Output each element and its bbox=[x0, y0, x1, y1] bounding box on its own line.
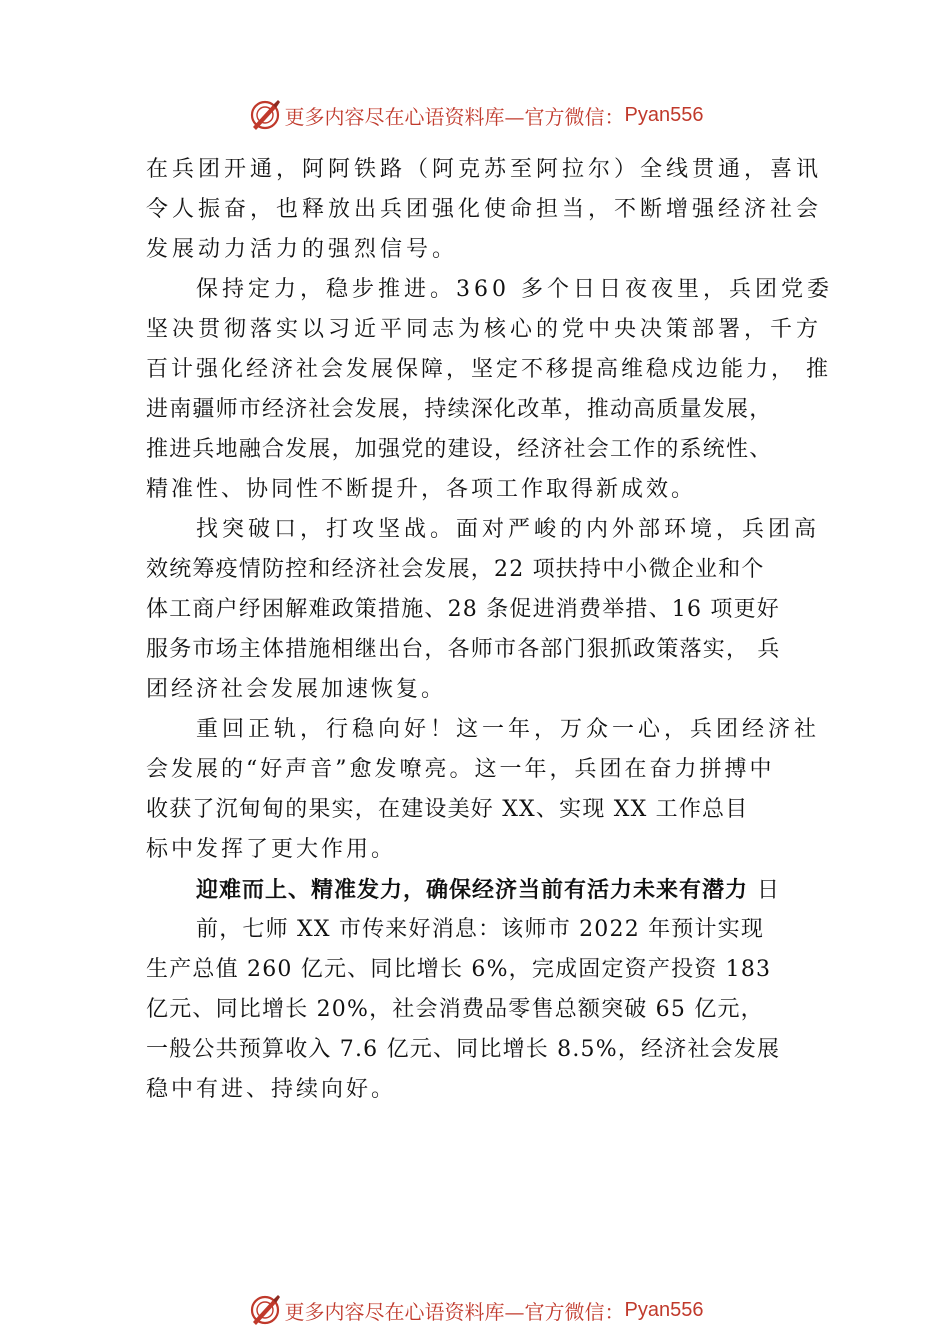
section-heading: 迎难而上、精准发力，确保经济当前有活力未来有潜力 bbox=[196, 877, 749, 903]
text-line: 一般公共预算收入 7.6 亿元、同比增长 8.5%，经济社会发展 bbox=[146, 1037, 781, 1062]
footer-watermark bbox=[0, 1290, 950, 1330]
text-line: 进南疆师市经济社会发展，持续深化改革，推动高质量发展， bbox=[146, 397, 773, 422]
header-watermark bbox=[0, 95, 950, 135]
watermark-text: 更多内容尽在心语资料库—官方微信： bbox=[284, 1299, 625, 1324]
text-line: 精准性、协同性不断提升，各项工作取得新成效。 bbox=[146, 477, 697, 502]
text-line: 百计强化经济社会发展保障，坚定不移提高维稳戍边能力， 推 bbox=[146, 357, 831, 382]
text-line: 坚决贯彻落实以习近平同志为核心的党中央决策部署，千方 bbox=[146, 317, 823, 342]
text-line: 团经济社会发展加速恢复。 bbox=[146, 677, 447, 702]
paragraph-start-line: 重回正轨，行稳向好！这一年，万众一心，兵团经济社 bbox=[196, 717, 821, 742]
text-line: 体工商户纾困解难政策措施、28 条促进消费举措、16 项更好 bbox=[146, 597, 780, 622]
text-line: 收获了沉甸甸的果实，在建设美好 XX、实现 XX 工作总目 bbox=[146, 797, 749, 822]
text-line: 标中发挥了更大作用。 bbox=[146, 837, 397, 862]
text-line: 前，七师 XX 市传来好消息：该师市 2022 年预计实现 bbox=[196, 917, 765, 942]
text-line: 亿元、同比增长 20%，社会消费品零售总额突破 65 亿元， bbox=[146, 997, 764, 1022]
text-line: 生产总值 260 亿元、同比增长 6%，完成固定资产投资 183 bbox=[146, 957, 772, 982]
wechat-id: Pyan556 bbox=[624, 103, 704, 126]
text-line: 令人振奋，也释放出兵团强化使命担当，不断增强经济社会 bbox=[146, 197, 823, 222]
text-line: 稳中有进、持续向好。 bbox=[146, 1077, 397, 1102]
text-line: 在兵团开通，阿阿铁路（阿克苏至阿拉尔）全线贯通，喜讯 bbox=[146, 157, 823, 182]
pen-logo-icon bbox=[247, 97, 283, 133]
text-line: 推进兵地融合发展，加强党的建设，经济社会工作的系统性、 bbox=[146, 437, 773, 462]
watermark-text: 更多内容尽在心语资料库—官方微信： bbox=[284, 104, 625, 129]
heading-tail-text: 日 bbox=[748, 878, 782, 903]
wechat-id: Pyan556 bbox=[624, 1298, 704, 1321]
section-heading-line bbox=[146, 870, 816, 910]
paragraph-start-line: 找突破口，打攻坚战。面对严峻的内外部环境，兵团高 bbox=[196, 517, 821, 542]
text-line: 效统筹疫情防控和经济社会发展，22 项扶持中小微企业和个 bbox=[146, 557, 765, 582]
paragraph-start-line: 保持定力，稳步推进。360 多个日日夜夜里，兵团党委 bbox=[196, 277, 833, 302]
text-line: 服务市场主体措施相继出台，各师市各部门狠抓政策落实， 兵 bbox=[146, 637, 781, 662]
document-body bbox=[146, 150, 833, 1110]
text-line: 会发展的“好声音”愈发嘹亮。这一年，兵团在奋力拼搏中 bbox=[146, 757, 775, 782]
pen-logo-icon bbox=[247, 1292, 283, 1328]
text-line: 发展动力活力的强烈信号。 bbox=[146, 237, 459, 262]
